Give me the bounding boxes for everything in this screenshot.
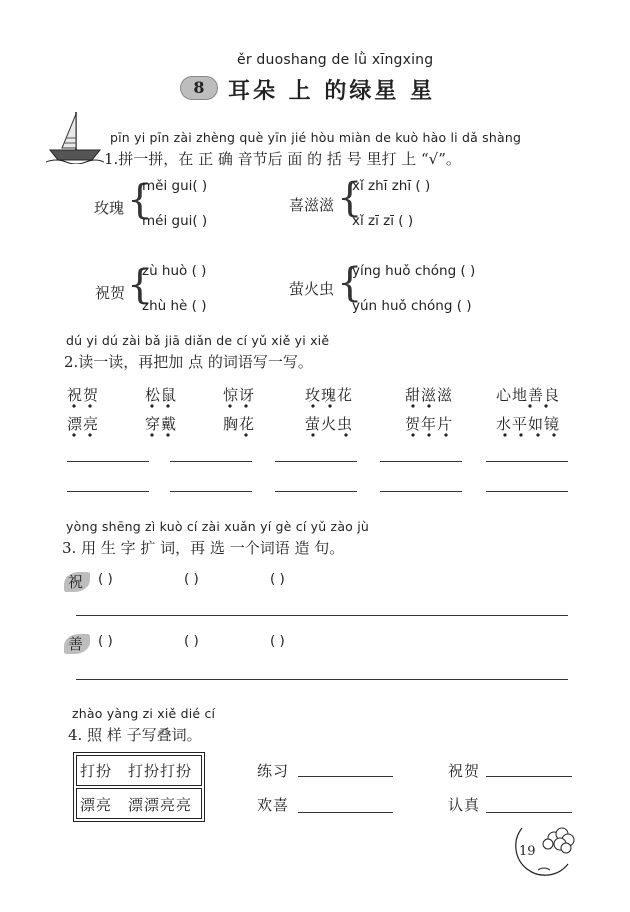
- brace: {: [337, 175, 363, 221]
- q2-word: 祝贺: [67, 386, 100, 404]
- answer-line[interactable]: [298, 776, 393, 777]
- q2-word: 心地善良: [496, 386, 561, 404]
- q4-prompt: 4. 照 样 子写叠词。: [68, 726, 202, 744]
- answer-line[interactable]: [275, 461, 357, 462]
- answer-line[interactable]: [170, 491, 252, 492]
- q1-word-3: 祝贺: [95, 284, 126, 302]
- q3-paren[interactable]: ( ): [270, 633, 285, 649]
- q4-item: 认真: [448, 796, 481, 814]
- answer-line[interactable]: [380, 461, 462, 462]
- title-pinyin: ěr duoshang de lǜ xīngxing: [237, 52, 434, 68]
- q1-option[interactable]: zù huò ( ): [142, 263, 207, 279]
- q1-option[interactable]: zhù hè ( ): [142, 298, 207, 314]
- example-answer: 打扮打扮: [128, 762, 193, 780]
- q2-word: 胸花: [223, 415, 256, 433]
- q3-paren[interactable]: ( ): [184, 633, 199, 649]
- q3-pinyin: yòng shēng zì kuò cí zài xuǎn yí gè cí yǔ zào jù: [66, 519, 369, 534]
- answer-line[interactable]: [486, 812, 572, 813]
- brace: {: [127, 177, 153, 223]
- q2-word: 水平如镜: [496, 415, 561, 433]
- example-word: 打扮: [80, 762, 113, 780]
- q2-word: 漂亮: [67, 415, 100, 433]
- q2-word: 惊讶: [223, 386, 256, 404]
- q1-word-4: 萤火虫: [289, 280, 335, 298]
- q3-prompt: 3. 用 生 字 扩 词，再 选 一个词语 造 句。: [62, 539, 345, 557]
- answer-line[interactable]: [486, 491, 568, 492]
- q1-option[interactable]: yún huǒ chóng ( ): [352, 298, 472, 314]
- q3-char: 祝: [68, 573, 84, 591]
- brace: {: [127, 262, 153, 308]
- example-answer: 漂漂亮亮: [128, 796, 193, 814]
- q4-item: 祝贺: [448, 762, 481, 780]
- q3-paren[interactable]: ( ): [184, 571, 199, 587]
- answer-line[interactable]: [67, 461, 149, 462]
- brace: {: [337, 260, 363, 306]
- q1-option[interactable]: yíng huǒ chóng ( ): [352, 263, 476, 279]
- q1-word-1: 玫瑰: [94, 199, 125, 217]
- answer-line[interactable]: [486, 776, 572, 777]
- q4-item: 练习: [257, 762, 290, 780]
- q1-option[interactable]: xǐ zhī zhī ( ): [352, 178, 431, 194]
- q3-paren[interactable]: ( ): [270, 571, 285, 587]
- page-number: 19: [519, 844, 536, 859]
- q1-word-2: 喜滋滋: [289, 196, 335, 214]
- q2-word: 甜滋滋: [405, 386, 454, 404]
- sentence-line[interactable]: [76, 679, 568, 680]
- answer-line[interactable]: [380, 491, 462, 492]
- q2-word: 贺年片: [405, 415, 454, 433]
- q2-word: 萤火虫: [305, 415, 354, 433]
- q4-pinyin: zhào yàng zi xiě dié cí: [72, 706, 216, 721]
- q3-char: 善: [68, 635, 84, 653]
- q4-item: 欢喜: [257, 796, 290, 814]
- q2-word: 穿戴: [145, 415, 178, 433]
- answer-line[interactable]: [170, 461, 252, 462]
- answer-line[interactable]: [275, 491, 357, 492]
- q2-word: 松鼠: [145, 386, 178, 404]
- q1-option[interactable]: méi gui( ): [142, 213, 208, 229]
- q1-option[interactable]: měi gui( ): [142, 178, 208, 194]
- answer-line[interactable]: [67, 491, 149, 492]
- page-title: 耳朵 上 的绿星 星: [228, 78, 435, 104]
- sentence-line[interactable]: [76, 615, 568, 616]
- q3-paren[interactable]: ( ): [98, 571, 113, 587]
- q1-pinyin: pīn yi pīn zài zhèng què yīn jié hòu miàn de kuò hào li dǎ shàng: [110, 130, 522, 145]
- q2-word: 玫瑰花: [305, 386, 354, 404]
- q3-paren[interactable]: ( ): [98, 633, 113, 649]
- q2-pinyin: dú yi dú zài bǎ jiā diǎn de cí yǔ xiě yi xiě: [66, 333, 330, 348]
- example-word: 漂亮: [80, 796, 113, 814]
- answer-line[interactable]: [298, 812, 393, 813]
- q1-prompt: 1.拼一拼，在 正 确 音节后 面 的 括 号 里打 上 “√”。: [104, 150, 461, 168]
- q1-option[interactable]: xǐ zī zī ( ): [352, 213, 414, 229]
- lesson-number-badge: 8: [180, 76, 218, 100]
- answer-line[interactable]: [486, 461, 568, 462]
- q2-prompt: 2.读一读，再把加 点 的词语写一写。: [64, 353, 313, 371]
